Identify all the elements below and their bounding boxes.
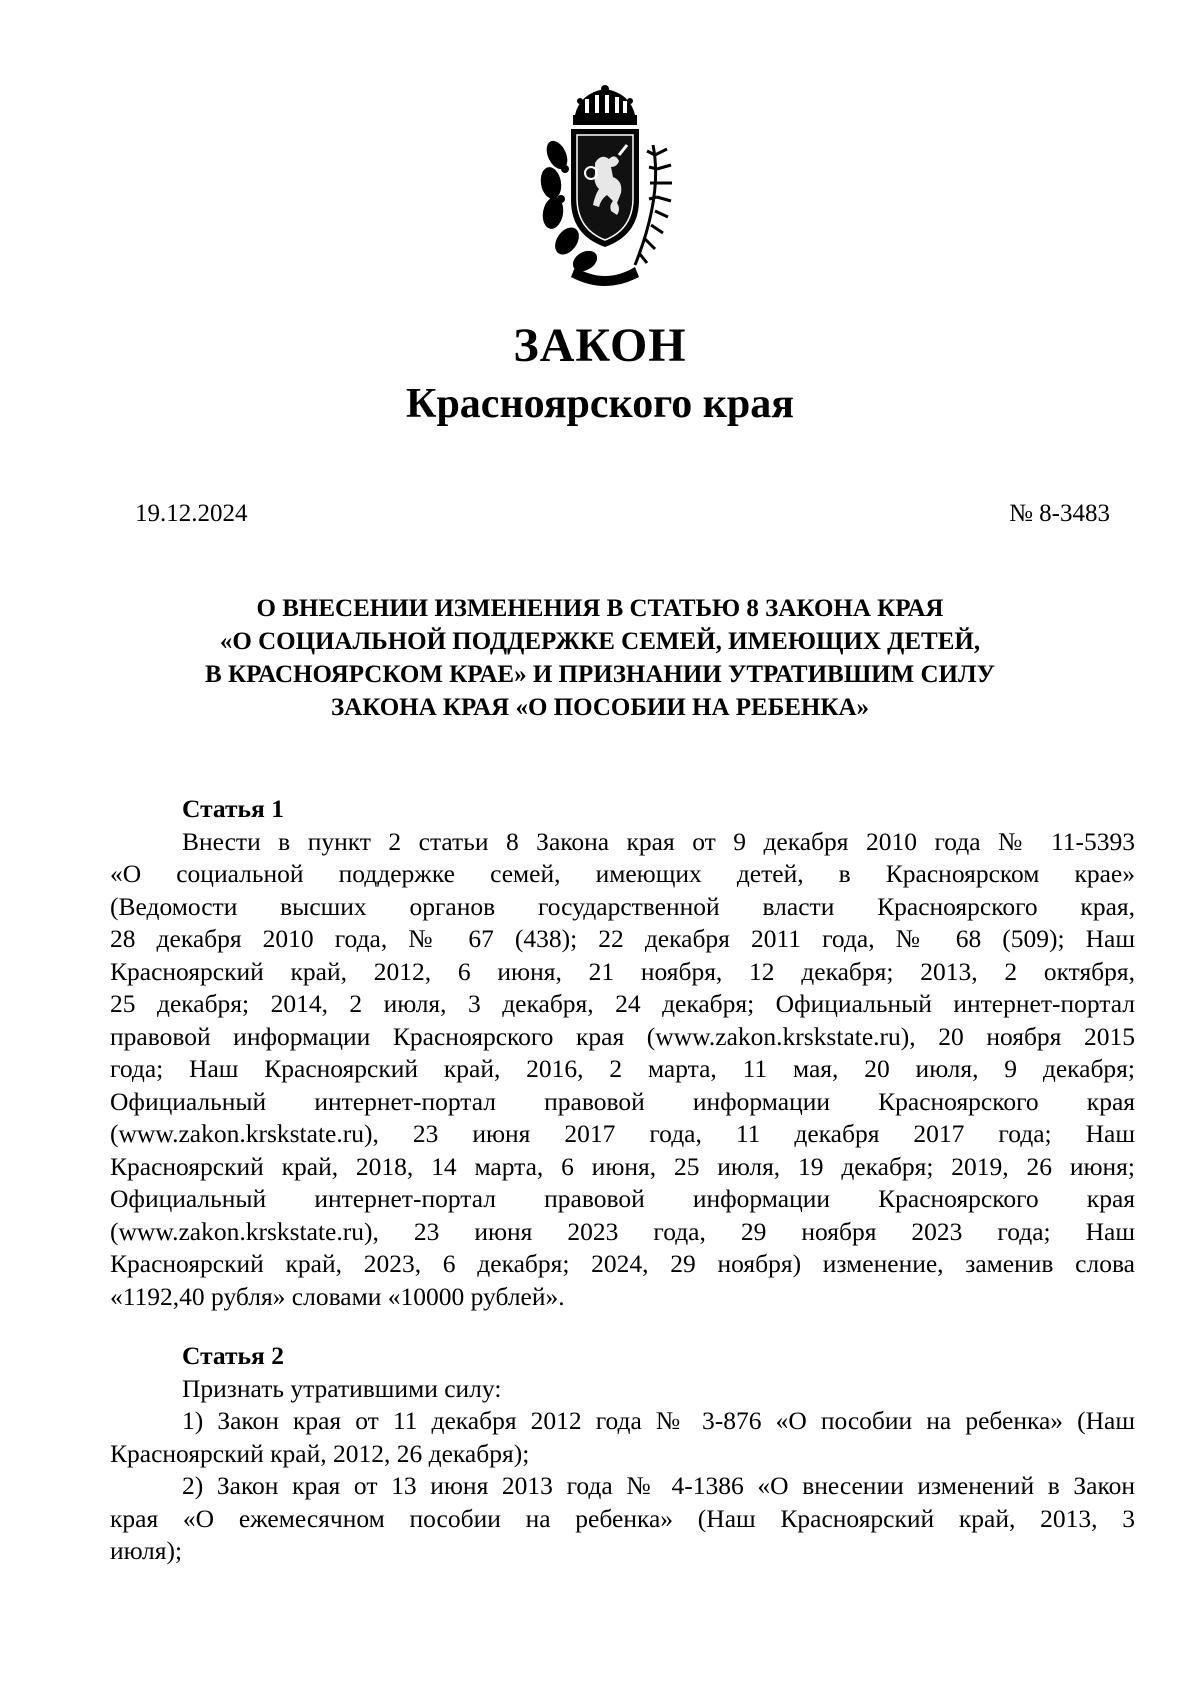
article-line: июля);: [110, 1536, 183, 1565]
article-2: [110, 1340, 1135, 1568]
article-line: (Ведомости высших органов государственной власти Красноярского края,: [110, 891, 1135, 921]
article-line: Красноярский край, 2023, 6 декабря; 2024, 29 ноября) изменение, заменив слова: [110, 1249, 1135, 1278]
heading-line: «О СОЦИАЛЬНОЙ ПОДДЕРЖКЕ СЕМЕЙ, ИМЕЮЩИХ ДЕТЕЙ,: [219, 628, 981, 655]
article-line: Красноярский край, 2012, 26 декабря);: [110, 1438, 530, 1468]
heading-line: О ВНЕСЕНИИ ИЗМЕНЕНИЯ В СТАТЬЮ 8 ЗАКОНА КРАЯ: [256, 595, 944, 622]
document-number: № 8-3483: [1009, 500, 1110, 527]
article-line: правовой информации Красноярского края (www.zakon.krskstate.ru), 20 ноября 2015: [110, 1021, 1135, 1051]
article-line: (www.zakon.krskstate.ru), 23 июня 2017 года, 11 декабря 2017 года; Наш: [110, 1119, 1135, 1148]
article-line: Красноярский край, 2012, 6 июня, 21 ноября, 12 декабря; 2013, 2 октября,: [110, 956, 1135, 986]
article-line: 1) Закон края от 11 декабря 2012 года № 3-876 «О пособии на ребенка» (Наш: [182, 1406, 1135, 1435]
article-1: [110, 793, 1135, 1313]
article-line: Признать утратившими силу:: [182, 1373, 502, 1403]
article-line: 25 декабря; 2014, 2 июля, 3 декабря, 24 декабря; Официальный интернет-портал: [110, 989, 1135, 1018]
document-date: 19.12.2024: [135, 500, 248, 527]
article-title: Статья 1: [182, 794, 284, 823]
article-line: Внести в пункт 2 статьи 8 Закона края от 9 декабря 2010 года № 11-5393: [182, 826, 1135, 856]
article-line: 2) Закон края от 13 июня 2013 года № 4-1386 «О внесении изменений в Закон: [182, 1471, 1135, 1500]
article-title: Статья 2: [182, 1341, 284, 1370]
article-line: края «О ежемесячном пособии на ребенка» (Наш Красноярский край, 2013, 3: [110, 1503, 1135, 1533]
article-line: 28 декабря 2010 года, № 67 (438); 22 декабря 2011 года, № 68 (509); Наш: [110, 924, 1135, 953]
article-line: (www.zakon.krskstate.ru), 23 июня 2023 года, 29 ноября 2023 года; Наш: [110, 1216, 1135, 1246]
heading-line: ЗАКОНА КРАЯ «О ПОСОБИИ НА РЕБЕНКА»: [330, 694, 870, 721]
document-subtitle: Красноярского края: [405, 381, 795, 427]
article-line: Красноярский край, 2018, 14 марта, 6 июня, 25 июля, 19 декабря; 2019, 26 июня;: [110, 1151, 1135, 1181]
document-title: ЗАКОН: [513, 319, 687, 372]
heading-line: В КРАСНОЯРСКОМ КРАЕ» И ПРИЗНАНИИ УТРАТИВШИМ СИЛУ: [205, 661, 995, 688]
article-line: «1192,40 рубля» словами «10000 рублей».: [110, 1281, 565, 1311]
article-line: «О социальной поддержке семей, имеющих детей, в Красноярском крае»: [110, 859, 1135, 888]
article-line: года; Наш Красноярский край, 2016, 2 марта, 11 мая, 20 июля, 9 декабря;: [110, 1054, 1135, 1083]
article-line: Официальный интернет-портал правовой информации Красноярского края: [110, 1086, 1135, 1116]
document-heading: [140, 592, 1060, 724]
coat-of-arms-icon: [535, 85, 675, 290]
article-line: Официальный интернет-портал правовой информации Красноярского края: [110, 1184, 1135, 1213]
